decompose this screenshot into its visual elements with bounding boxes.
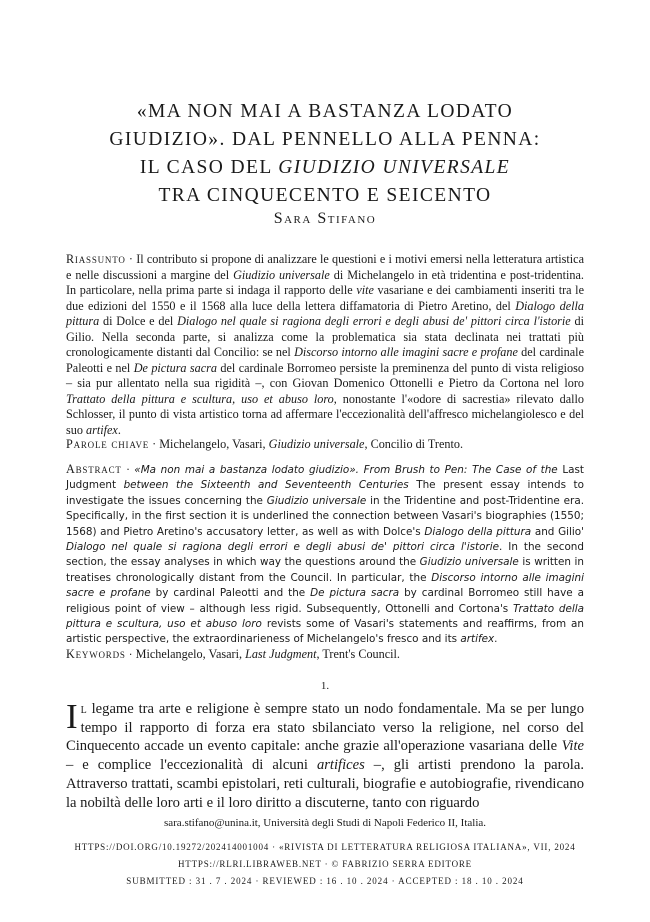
title-line: TRA CINQUECENTO E SEICENTO [158,185,492,206]
text: is written in treatises chronologically distant from the Council. In particular, the [66,556,584,584]
title-text: IL CASO DEL [139,157,279,178]
lead-letter: l [80,701,87,717]
italic-text: Giudizio universale [419,556,519,569]
text: revists some of Vasari's statements and reaffirms, from an artistic perspective, the extraordinarieness of Michelangelo's fresco and its [66,618,584,646]
italic-text: Dialogo della pittura [66,298,584,328]
text: di Gilio. Nella seconda parte, si analizza come la problematica sia stata declinata nei trattati più cronologicamente distanti dal Concilio: se nel [66,314,585,359]
italic-text: vite [356,283,374,297]
text: di Dolce e del [99,314,178,328]
separator: · [125,649,136,661]
italic-text: Discorso intorno alle imagini sacre e profane [66,571,584,600]
text: and Gilio' [531,525,584,538]
text: di Michelangelo in età tridentina e post-tridentina. In particolare, nella prima parte si indaga il rapporto delle [66,267,584,297]
title-line [60,154,590,182]
italic-text: Dialogo nel quale si ragiona degli errori e degli abusi de' pittori circa l'istorie [177,314,571,328]
title-line: «MA NON MAI A BASTANZA LODATO [136,101,514,122]
italic-text: Vite [561,738,584,755]
text: – e complice l'eccezionalità di alcuni [66,757,317,774]
italic-text: Giudizio universale [268,437,365,451]
parole-chiave [66,437,584,453]
abstract-paragraph [66,462,584,648]
text: in the Tridentine and post-Tridentine era. Specifically, in the first section it is underlined the connection between Vasari's biographies (1550; 1568) and Pietro Aretino's accusatory letter, as well as with Dolce's [66,494,584,538]
text: Il contributo si propone di analizzare le questioni e i motivi emersi nella letteratura artistica e nelle discussioni a margine del [66,252,584,282]
author-name: Sara Stifano [273,210,377,227]
separator: · [125,252,137,266]
abstract-label: Abstract [66,462,122,476]
italic-text: Giudizio universale [233,267,330,282]
riassunto-paragraph [66,252,584,438]
text: . [494,633,498,646]
italic-text: Last Judgment [245,647,317,661]
text: The present essay intends to investigate the issues concerning the [66,479,584,507]
article-title [60,98,590,210]
keywords-label: Keywords [66,647,126,661]
text: Michelangelo, Vasari, [135,647,246,661]
text: legame tra arte e religione è sempre stato un nodo fondamentale. Ma se per lungo tempo il rapporto di forza era stato sbilanciato verso la religione, nel corso del Cinquecento accade un evento capitale: anche grazie all'operazione vasariana delle [66,701,584,755]
italic-text: De pictura sacra [310,587,400,600]
text: vasariane e dei cambiamenti inseriti tra le due edizioni del 1550 e il 1568 alla luce della lettera diffamatoria di Pietro Aretino, del [66,283,584,313]
riassunto-label: Riassunto [66,252,126,266]
doi-line: HTTPS://DOI.ORG/10.19272/202414001004 · «RIVISTA DI LETTERATURA RELIGIOSA ITALIANA», VII, 2024 [74,842,576,852]
text: by cardinal Paleotti and the [150,587,311,600]
section-number: 1. [320,680,330,692]
text: , nonostante l'«odore di sacrestia» rilevato dallo Schlosser, il punto di vista artistico torna ad affermare l'eccezionalità dell'affresco michelangiolesco e del suo [66,391,584,437]
italic-text: «Ma non mai a bastanza lodato giudizio». From Brush to Pen: The Case of the [134,464,563,476]
title-italic: GIUDIZIO UNIVERSALE [278,157,511,178]
text: , Trent's Council. [316,647,400,661]
text: . [117,422,121,437]
italic-text: Discorso intorno alle imagini sacre e profane [294,345,518,359]
submission-dates: SUBMITTED : 31 . 7 . 2024 · REVIEWED : 16 . 10 . 2024 · ACCEPTED : 18 . 10 . 2024 [126,876,524,886]
body-paragraph [66,697,584,812]
separator: · [149,437,160,451]
parole-label: Parole chiave [66,437,150,451]
text: del cardinale Paleotti e nel [66,345,584,375]
separator: · [121,464,135,476]
text: Michelangelo, Vasari, [159,437,269,451]
author-email-affiliation: sara.stifano@unina.it, Università degli Studi di Napoli Federico II, Italia. [163,817,487,829]
italic-text: Trattato della pittura e scultura, uso et abuso loro [66,391,334,406]
italic-text: artifex [85,422,118,437]
text: del cardinale Borromeo persiste la preminenza del punto di vista religioso – sia pur allentato nella sua rigidità –, con Giovan Domenico Ottonelli e Pietro da Cortona nel loro [66,360,584,390]
italic-text: Dialogo della pittura [424,525,532,538]
italic-text: Giudizio universale [266,494,367,507]
italic-text: Dialogo nel quale si ragiona degli errori e degli abusi de' pittori circa l'istorie [66,541,499,554]
drop-cap: I [66,697,78,736]
title-line: GIUDIZIO». DAL PENNELLO ALLA PENNA: [109,129,541,150]
italic-text: between the Sixteenth and Seventeenth Centuries [116,479,409,492]
italic-text: De pictura sacra [133,360,218,375]
italic-text: artifex [460,633,495,646]
keywords-line [66,647,584,663]
text: Last Judgment [66,464,584,492]
text: , Concilio di Trento. [364,437,463,451]
italic-text: artifices [316,757,365,774]
text: –, gli artisti prendono la parola. Attraverso trattati, scambi epistolari, reti culturali, biografie e autobiografie, rivendicano la nobiltà delle loro arti e il loro diritto a discuterne, tanto con riguardo [66,757,584,811]
text: . In the second section, the essay analyses in which way the questions around the [66,541,584,569]
text: by cardinal Borromeo still have a religious point of view – although less rigid. Subsequently, Ottonelli and Cortona's [66,587,584,615]
publisher-line: HTTPS://RLRI.LIBRAWEB.NET · © FABRIZIO SERRA EDITORE [178,859,472,869]
italic-text: Trattato della pittura e scultura, uso et abuso loro [66,602,584,631]
